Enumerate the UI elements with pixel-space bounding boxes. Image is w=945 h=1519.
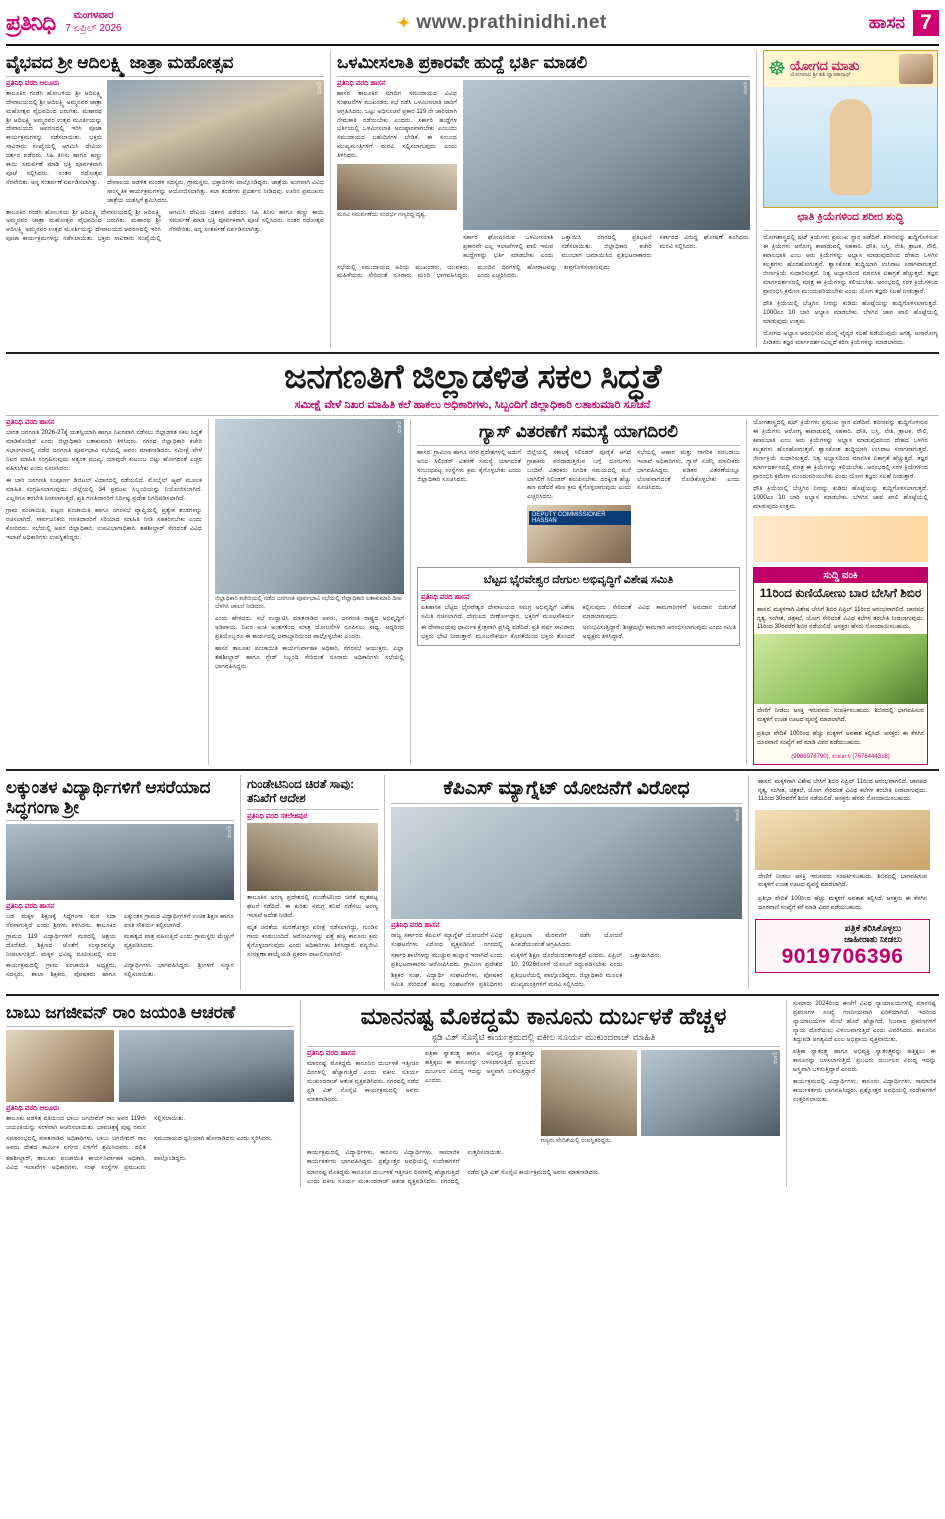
sudi-phone[interactable]: (9986978790), ಸಂಪರ್ಕಿಸಿ (7676444318): [791, 753, 890, 760]
story-body: ತಾಲೂಕಿನ ಗಂಡಸಿ ಹೋಬಳಿಯ ಶ್ರೀ ಆದಿಲಕ್ಷ್ಮಿ ದೇವಾಲಯದಲ್ಲಿ ಶ್ರೀ ಆದಿಲಕ್ಷ್ಮಿ ಅಮ್ಮನವರ ಜಾತ್ರಾ ಮಹೋತ್ಸವ ವೈಭವದಿಂದ ಜರುಗಿತು. ಮಹಾರಥ ಶ್ರೀ ಆದಿಲಕ್ಷ್ಮಿ ಅಮ್ಮನವರ ಉತ್ಸವ ಮೂರ್ತಿಯನ್ನು ದೇವಾಲಯದ ಆವರಣದಲ್ಲಿ ಇರಿಸಿ ಪೂಜಾ ಕಾರ್ಯಕ್ರಮಗಳನ್ನು ನಡೆಸಲಾಯಿತು. ಭಕ್ತರು ಸಾವಿರಾರು ಸಂಖ್ಯೆಯಲ್ಲಿ ಆಗಮಿಸಿ ದೇವಿಯ ದರ್ಶನ ಪಡೆದರು. ಸಿಹಿ ತಿನಿಸು ಹಾಗೂ ಹಣ್ಣು ಕಾಯಿ ಸಮರ್ಪಣೆ ಮಾಡಿ ಭಕ್ತಿ ಪೂರ್ವಕವಾಗಿ ಪೂಜೆ ಸಲ್ಲಿಸಿದರು. ನಂತರ ರಥೋತ್ಸವ ನೆರವೇರಿತು. ಅನ್ನ ಸಂತರ್ಪಣೆ ಏರ್ಪಡಿಸಲಾಗಿತ್ತು.: [6, 89, 102, 187]
sudi-vanki-box: [753, 567, 928, 766]
sudi-header: ಸುದ್ದಿ ವಂಕಿ: [754, 568, 927, 583]
gas-headline: ಗ್ಯಾಸ್ ವಿತರಣೆಗೆ ಸಮಸ್ಯೆ ಯಾಗದಿರಲಿ: [479, 422, 678, 441]
story-body-2: ಗ್ರಾಮದ 119 ವಿದ್ಯಾರ್ಥಿಗಳಿಗೆ ಮಠದಲ್ಲಿ ಆಶ್ರಯ ದೊರೆತಿದೆ. ಶಿಕ್ಷಣದ ಜೊತೆಗೆ ಸಂಸ್ಕಾರವನ್ನೂ ನೀಡಲಾಗುತ್ತಿದೆ. ಮಕ್ಕಳ ಭವಿಷ್ಯ ರೂಪಿಸುವಲ್ಲಿ ಮಠ ಮಹತ್ವದ ಪಾತ್ರ ವಹಿಸುತ್ತಿದೆ ಎಂದು ಗ್ರಾಮಸ್ಥರು ಮೆಚ್ಚುಗೆ ವ್ಯಕ್ತಪಡಿಸಿದರು.: [6, 933, 234, 959]
story-body-2: ಪತ್ರಿಕಾ ಸ್ವಾತಂತ್ರ್ಯ ಹಾಗೂ ಅಭಿವ್ಯಕ್ತಿ ಸ್ವಾತಂತ್ರ್ಯವನ್ನು ಹತ್ತಿಕ್ಕಲು ಈ ಕಾನೂನನ್ನು ಬಳಸಲಾಗುತ್ತಿದೆ. ಪ್ರಬಲರು ದುರ್ಬಲರ ವಿರುದ್ಧ ಇದನ್ನು ಅಸ್ತ್ರವಾಗಿ ಬಳಸುತ್ತಿದ್ದಾರೆ ಎಂದರು.: [425, 1049, 535, 1084]
byline: ಪ್ರತಿನಿಧಿ ವರದಿ ಹಾಸನ: [421, 594, 470, 602]
sign-board-label: DEPUTY COMMISSIONER HASSAN: [529, 511, 631, 525]
yoga-body: ಯೋಗಶಾಸ್ತ್ರದಲ್ಲಿ ಷಟ್ ಕ್ರಿಯೆಗಳು ಪ್ರಮುಖ ಸ್ಥಾನ ಪಡೆದಿವೆ. ಶರೀರವನ್ನು ಶುದ್ಧಿಗೊಳಿಸುವ ಈ ಕ್ರಿಯೆಗಳು ಆರೋಗ್ಯ ಕಾಪಾಡುವಲ್ಲಿ ಸಹಕಾರಿ. ಧೌತಿ, ಬಸ್ತಿ, ನೇತಿ, ತ್ರಾಟಕ, ನೌಲಿ, ಕಪಾಲಭಾತಿ ಎಂಬ ಆರು ಕ್ರಿಯೆಗಳನ್ನು ಅಭ್ಯಾಸ ಮಾಡುವುದರಿಂದ ದೇಹದ ಒಳಗಿನ ಕಲ್ಮಶಗಳು ಹೊರಹೋಗುತ್ತವೆ. ಶ್ವಾಸಕೋಶ ಶುದ್ಧಿಯಾಗಿ ಉಸಿರಾಟ ಸರಾಗವಾಗುತ್ತದೆ. ಜೀರ್ಣಕ್ರಿಯೆ ಸುಧಾರಿಸುತ್ತದೆ. ನಿತ್ಯ ಅಭ್ಯಾಸದಿಂದ ಮಾನಸಿಕ ಏಕಾಗ್ರತೆ ಹೆಚ್ಚುತ್ತದೆ. ತಜ್ಞರ ಮಾರ್ಗದರ್ಶನದಲ್ಲಿ ಮಾತ್ರ ಈ ಕ್ರಿಯೆಗಳನ್ನು ಕಲಿಯಬೇಕು. ಆರಂಭದಲ್ಲಿ ಸರಳ ಕ್ರಿಯೆಗಳಿಂದ ಪ್ರಾರಂಭಿಸಿ ಕ್ರಮೇಣ ಮುಂದುವರಿಯಬೇಕು ಎಂದು ಯೋಗ ತಜ್ಞರು ಸಲಹೆ ನೀಡುತ್ತಾರೆ.: [763, 234, 938, 296]
yoga-box: [763, 50, 938, 208]
story-headline: ಕೆಪಿಎಸ್ ಮ್ಯಾಗ್ನೆಟ್ ಯೋಜನೆಗೆ ವಿರೋಧ: [443, 778, 690, 800]
story-body-4: ಮಾನನಷ್ಟ ಮೊಕದ್ದಮೆ ಕಾನೂನಿನ ದುರ್ಬಳಕೆ ಇತ್ತೀಚಿನ ದಿನಗಳಲ್ಲಿ ಹೆಚ್ಚಾಗುತ್ತಿದೆ ಎಂದು ವಕೀಲ ಸೂರ್ಯ ಮುಕುಂದರಾಜ್ ಆತಂಕ ವ್ಯಕ್ತಪಡಿಸಿದರು. ನಗರದಲ್ಲಿ ನಡೆದ ಸ್ಟಡಿ ವಿತ್ ಸೊಸೈಟಿ ಕಾರ್ಯಕ್ರಮದಲ್ಲಿ ಅವರು ಮಾತನಾಡಿದರು.: [307, 1168, 600, 1185]
mid-section: [6, 419, 939, 765]
story-body-3: ಶಿಕ್ಷಕರ ಸಂಘ, ವಿದ್ಯಾರ್ಥಿ ಸಂಘಟನೆಗಳು, ಪೋಷಕರ ಸಮಿತಿ ಸೇರಿದಂತೆ ಹಲವು ಸಂಘಟನೆಗಳ ಪ್ರತಿನಿಧಿಗಳು ಪ್ರತಿಭಟನೆಯಲ್ಲಿ ಪಾಲ್ಗೊಂಡಿದ್ದರು. ಜಿಲ್ಲಾಧಿಕಾರಿ ಮೂಲಕ ಮುಖ್ಯಮಂತ್ರಿಗಳಿಗೆ ಮನವಿ ಸಲ್ಲಿಸಿದರು.: [391, 972, 623, 989]
sudi-body: ಹಾಸನ: ಮಕ್ಕಳಿಗಾಗಿ ವಿಶೇಷ ಬೇಸಿಗೆ ಶಿಬಿರ ಏಪ್ರಿಲ್ 11ರಿಂದ ಆರಂಭವಾಗಲಿದೆ. ಜಾನಪದ ನೃತ್ಯ, ಸಂಗೀತ, ಚಿತ್ರಕಲೆ, ಯೋಗ ಸೇರಿದಂತೆ ವಿವಿಧ ಕಲೆಗಳ ತರಬೇತಿ ನೀಡಲಾಗುವುದು. 11ರಿಂದ 30ರವರೆಗೆ ಶಿಬಿರ ನಡೆಯಲಿದೆ. ಆಸಕ್ತರು ಹೆಸರು ನೋಂದಾಯಿಸಬಹುದು.: [757, 607, 924, 631]
bottom-section: [6, 1000, 939, 1186]
byline: ಪ್ರತಿನಿಧಿ ವರದಿ ಹಾಸನ: [6, 903, 55, 911]
photo-credit: ಪ್ರತಿನಿಧಿ: [734, 809, 740, 822]
star-icon: ✦: [397, 14, 411, 32]
census-body-3: ಗ್ರಾಮ ಪಂಚಾಯಿತಿ, ಪಟ್ಟಣ ಪಂಚಾಯಿತಿ ಹಾಗೂ ನಗರಸಭೆ ವ್ಯಾಪ್ತಿಯಲ್ಲಿ ಪ್ರತ್ಯೇಕ ತಂಡಗಳನ್ನು ರಚಿಸಲಾಗಿದೆ. ಸಾರ್ವಜನಿಕರು ಗಣತಿದಾರರಿಗೆ ಸರಿಯಾದ ಮಾಹಿತಿ ನೀಡಿ ಸಹಕರಿಸಬೇಕು ಎಂದು ಕೋರಿದರು. ಸಭೆಯಲ್ಲಿ ಅಪರ ಜಿಲ್ಲಾಧಿಕಾರಿ, ಉಪವಿಭಾಗಾಧಿಕಾರಿ, ತಹಶೀಲ್ದಾರ್ ಸೇರಿದಂತೆ ವಿವಿಧ ಇಲಾಖೆ ಅಧಿಕಾರಿಗಳು ಉಪಸ್ಥಿತರಿದ್ದರು.: [6, 506, 202, 541]
photo-credit: ಪ್ರತಿನಿಧಿ: [742, 81, 748, 94]
edition-city: ಹಾಸನ: [868, 12, 905, 32]
yoga-pose-figure: [830, 99, 872, 195]
yoga-cont-body: ಯೋಗಶಾಸ್ತ್ರದಲ್ಲಿ ಷಟ್ ಕ್ರಿಯೆಗಳು ಪ್ರಮುಖ ಸ್ಥಾನ ಪಡೆದಿವೆ. ಶರೀರವನ್ನು ಶುದ್ಧಿಗೊಳಿಸುವ ಈ ಕ್ರಿಯೆಗಳು ಆರೋಗ್ಯ ಕಾಪಾಡುವಲ್ಲಿ ಸಹಕಾರಿ. ಧೌತಿ, ಬಸ್ತಿ, ನೇತಿ, ತ್ರಾಟಕ, ನೌಲಿ, ಕಪಾಲಭಾತಿ ಎಂಬ ಆರು ಕ್ರಿಯೆಗಳನ್ನು ಅಭ್ಯಾಸ ಮಾಡುವುದರಿಂದ ದೇಹದ ಒಳಗಿನ ಕಲ್ಮಶಗಳು ಹೊರಹೋಗುತ್ತವೆ. ಶ್ವಾಸಕೋಶ ಶುದ್ಧಿಯಾಗಿ ಉಸಿರಾಟ ಸರಾಗವಾಗುತ್ತದೆ. ಜೀರ್ಣಕ್ರಿಯೆ ಸುಧಾರಿಸುತ್ತದೆ. ನಿತ್ಯ ಅಭ್ಯಾಸದಿಂದ ಮಾನಸಿಕ ಏಕಾಗ್ರತೆ ಹೆಚ್ಚುತ್ತದೆ. ತಜ್ಞರ ಮಾರ್ಗದರ್ಶನದಲ್ಲಿ ಮಾತ್ರ ಈ ಕ್ರಿಯೆಗಳನ್ನು ಕಲಿಯಬೇಕು. ಆರಂಭದಲ್ಲಿ ಸರಳ ಕ್ರಿಯೆಗಳಿಂದ ಪ್ರಾರಂಭಿಸಿ ಕ್ರಮೇಣ ಮುಂದುವರಿಯಬೇಕು ಎಂದು ಯೋಗ ತಜ್ಞರು ಸಲಹೆ ನೀಡುತ್ತಾರೆ.: [753, 419, 928, 480]
byline: ಪ್ರತಿನಿಧಿ ವರದಿ ಸಕಲೇಶಪುರ: [247, 812, 308, 820]
census-body: ಭಾರತ ಜನಗಣತಿ 2026-27ಕ್ಕೆ ಯಶಸ್ವಿಯಾಗಿ ಹಾಗೂ ನಿಖರವಾಗಿ ನಡೆಸಲು ಜಿಲ್ಲಾಡಳಿತ ಸಕಲ ಸಿದ್ಧತೆ ಮಾಡಿಕೊಂಡಿದೆ ಎಂದು ಜಿಲ್ಲಾಧಿಕಾರಿ ಲತಾಕುಮಾರಿ ತಿಳಿಸಿದರು. ನಗರದ ಜಿಲ್ಲಾಧಿಕಾರಿ ಕಚೇರಿ ಸಭಾಂಗಣದಲ್ಲಿ ನಡೆದ ಜನಗಣತಿ ಪೂರ್ವಭಾವಿ ಸಭೆಯಲ್ಲಿ ಅವರು ಮಾತನಾಡಿದರು. ಸಮೀಕ್ಷೆ ವೇಳೆ ನಿಖರ ಮಾಹಿತಿ ಸಂಗ್ರಹಿಸುವುದು ಅತ್ಯಂತ ಮುಖ್ಯ. ಯಾವುದೇ ಕುಟುಂಬ ಬಿಟ್ಟು ಹೋಗದಂತೆ ಎಚ್ಚರ ವಹಿಸಬೇಕು ಎಂದು ಸೂಚಿಸಿದರು.: [6, 429, 202, 472]
story-photo: [107, 80, 324, 176]
story-body: ಮಾನನಷ್ಟ ಮೊಕದ್ದಮೆ ಕಾನೂನಿನ ದುರ್ಬಳಕೆ ಇತ್ತೀಚಿನ ದಿನಗಳಲ್ಲಿ ಹೆಚ್ಚಾಗುತ್ತಿದೆ ಎಂದು ವಕೀಲ ಸೂರ್ಯ ಮುಕುಂದರಾಜ್ ಆತಂಕ ವ್ಯಕ್ತಪಡಿಸಿದರು. ನಗರದಲ್ಲಿ ನಡೆದ ಸ್ಟಡಿ ವಿತ್ ಸೊಸೈಟಿ ಕಾರ್ಯಕ್ರಮದಲ್ಲಿ ಅವರು ಮಾತನಾಡಿದರು.: [307, 1059, 419, 1103]
story-body-2: ಸಮಾರಂಭದಲ್ಲಿ ಮಾತನಾಡಿದ ಅಧಿಕಾರಿಗಳು, ಬಾಬು ಜಗಜೀವನ್ ರಾಂ ಅವರು ದೇಶದ ಕಾರ್ಮಿಕ ವರ್ಗದ ಏಳಿಗೆಗೆ ಶ್ರಮಿಸಿದವರು. ದಲಿತ ಸಮುದಾಯದ ಧ್ವನಿಯಾಗಿ ಹೋರಾಡಿದರು ಎಂದು ಸ್ಮರಿಸಿದರು.: [6, 1134, 273, 1151]
sudi-title: 11ರಿಂದ ಕುಣಿಯೋಣು ಬಾರ ಬೇಸಿಗೆ ಶಿಬಿರ: [759, 585, 922, 600]
story-body-2: ದೇವಾಲಯ ಆಡಳಿತ ಮಂಡಳಿ ಸದಸ್ಯರು, ಗ್ರಾಮಸ್ಥರು, ಭಕ್ತಾದಿಗಳು ಪಾಲ್ಗೊಂಡಿದ್ದರು. ಜಾತ್ರೆಯ ಅಂಗವಾಗಿ ವಿವಿಧ ಸಾಂಸ್ಕೃತಿಕ ಕಾರ್ಯಕ್ರಮಗಳನ್ನು ಆಯೋಜಿಸಲಾಗಿತ್ತು. ಕಲಾ ತಂಡಗಳು ಪ್ರದರ್ಶನ ನೀಡಿದವು. ಊರಿನ ಪ್ರಮುಖರು ಜಾತ್ರೆಯ ಯಶಸ್ಸಿಗೆ ಶ್ರಮಿಸಿದರು.: [107, 178, 324, 204]
story-photo-portrait: [6, 1030, 114, 1102]
leopard-story: [240, 775, 378, 990]
lead-banner: [6, 358, 939, 412]
lotus-icon: ☸: [768, 58, 786, 80]
story-headline: ಗುಂಡೇಟಿನಿಂದ ಚಿರತೆ ಸಾವು: ತನಿಖೆಗೆ ಆದೇಶ: [247, 777, 355, 806]
byline: ಪ್ರತಿನಿಧಿ ವರದಿ ಆಲೂರು: [6, 1104, 60, 1112]
story-body: ಹಾಸನ ತಾಲೂಕಿನ ಮಾದಿಗ ಸಮುದಾಯದ ವಿವಿಧ ಸಂಘಟನೆಗಳ ಮುಖಂಡರು ಸಭೆ ನಡೆಸಿ ಒಳಮೀಸಲಾತಿ ಜಾರಿಗೆ ಆಗ್ರಹಿಸಿದರು. ಒಟ್ಟು ಅಧಿಸೂಚನೆ ಪ್ರಕಾರ 119 ನೇ ಜಾರಿಯಾಗಿ ನೇಮಕಾತಿ ನಡೆಯಬೇಕು ಎಂದರು. ಸರ್ಕಾರಿ ಹುದ್ದೆಗಳ ಭರ್ತಿಯಲ್ಲಿ ಒಳಮೀಸಲಾತಿ ಅನುಷ್ಠಾನವಾಗಬೇಕು ಎಂಬುದು ಸಮುದಾಯದ ಬಹುದಿನಗಳ ಬೇಡಿಕೆ. ಈ ಸಂಬಂಧ ಮುಖ್ಯಮಂತ್ರಿಗಳಿಗೆ ಮನವಿ ಸಲ್ಲಿಸಲಾಗುವುದು ಎಂದು ತಿಳಿಸಿದರು.: [337, 89, 457, 160]
story-body: ರಾಜ್ಯ ಸರ್ಕಾರದ ಕೆಪಿಎಸ್ ಮ್ಯಾಗ್ನೆಟ್ ಯೋಜನೆಗೆ ವಿವಿಧ ಸಂಘಟನೆಗಳು ವಿರೋಧ ವ್ಯಕ್ತಪಡಿಸಿವೆ. ನಗರದಲ್ಲಿ ಪ್ರತಿಭಟನಾ ಮೆರವಣಿಗೆ ನಡೆಸಿ ಯೋಜನೆ ಹಿಂಪಡೆಯುವಂತೆ ಆಗ್ರಹಿಸಿದರು.: [391, 932, 623, 949]
yoga-caption: ಛಾತಿ ಕ್ರಿಯೆಗಳಿಂದ ಶರೀರ ಶುದ್ಧಿ: [797, 211, 904, 223]
photo-credit: ಪ್ರತಿನಿಧಿ: [226, 826, 232, 839]
story-reservation: [330, 50, 750, 348]
byline: ಪ್ರತಿನಿಧಿ ವರದಿ ಹಾಸನ: [6, 419, 55, 426]
byline: ಪ್ರತಿನಿಧಿ ವರದಿ ಹಾಸನ: [307, 1049, 356, 1057]
defamation-sidebar: [786, 1000, 936, 1186]
event-photo: [641, 1050, 780, 1136]
subscription-ad[interactable]: [755, 919, 930, 973]
byline: ಪ್ರತಿನಿಧಿ ವರದಿ ಹಾಸನ: [391, 922, 440, 930]
sudi-cont-body: ಹಾಸನ: ಮಕ್ಕಳಿಗಾಗಿ ವಿಶೇಷ ಬೇಸಿಗೆ ಶಿಬಿರ ಏಪ್ರಿಲ್ 11ರಿಂದ ಆರಂಭವಾಗಲಿದೆ. ಜಾನಪದ ನೃತ್ಯ, ಸಂಗೀತ, ಚಿತ್ರಕಲೆ, ಯೋಗ ಸೇರಿದಂತೆ ವಿವಿಧ ಕಲೆಗಳ ತರಬೇತಿ ನೀಡಲಾಗುವುದು. 11ರಿಂದ 30ರವರೆಗೆ ಶಿಬಿರ ನಡೆಯಲಿದೆ. ಆಸಕ್ತರು ಹೆಸರು ನೋಂದಾಯಿಸಬಹುದು.: [758, 779, 927, 803]
publication-logo: ಪ್ರತಿನಿಧಿ: [6, 9, 56, 35]
byline: ಪ್ರತಿನಿಧಿ ವರದಿ ಆಲೂರು: [6, 79, 60, 87]
story-body-2: ಸರ್ಕಾರ ಘೋಷಿಸಿರುವ ಒಳಮೀಸಲಾತಿ ಪ್ರಕಾರವೇ ಎಲ್ಲ ಇಲಾಖೆಗಳಲ್ಲಿ ಖಾಲಿ ಇರುವ ಹುದ್ದೆಗಳನ್ನು ಭರ್ತಿ ಮಾಡಬೇಕು ಎಂದು ಒತ್ತಾಯಿಸಿ ನಗರದಲ್ಲಿ ಪ್ರತಿಭಟನೆ ನಡೆಸಲಾಯಿತು. ಜಿಲ್ಲಾಧಿಕಾರಿ ಕಚೇರಿ ಮುಂಭಾಗ ಜಮಾಯಿಸಿದ ಪ್ರತಿಭಟನಾಕಾರರು ಸರ್ಕಾರದ ವಿರುದ್ಧ ಘೋಷಣೆ ಕೂಗಿದರು. ಮನವಿ ಸಲ್ಲಿಸಿದರು.: [463, 233, 750, 259]
top-section: [6, 50, 939, 348]
weekday-label: ಮಂಗಳವಾರ: [73, 10, 114, 21]
page-number: 7: [913, 10, 939, 36]
decorative-strip: [753, 516, 928, 562]
sudi-photo: [754, 634, 927, 704]
census-col-body-2: ಹಾಸನ ತಾಲೂಕು ಪಂಚಾಯಿತಿ ಕಾರ್ಯನಿರ್ವಾಹಕ ಅಧಿಕಾರಿ, ನಗರಸಭೆ ಆಯುಕ್ತರು, ಎಲ್ಲಾ ತಹಶೀಲ್ದಾರ್ ಹಾಗೂ ಗ್ರೇಡ್ ಸಿಬ್ಬಂದಿ ಸೇರಿದಂತೆ ನೂರಾರು ಅಧಿಕಾರಿಗಳು ಸಭೆಯಲ್ಲಿ ಭಾಗವಹಿಸಿದ್ದರು.: [215, 644, 404, 670]
ad-phone[interactable]: 9019706396: [781, 945, 904, 969]
ad-line-2: ಜಾಹೀರಾತು ನೀಡಲು: [843, 934, 903, 945]
gas-lead: ಹಾಸನ: ಗ್ರಾಮೀಣ ಹಾಗೂ ನಗರ ಪ್ರದೇಶಗಳಲ್ಲಿ ಅಡುಗೆ ಅನಿಲ ಸಿಲಿಂಡರ್ ವಿತರಣೆ ಸಮಸ್ಯೆ ಯಾಗದಂತೆ ಸಂಬಂಧಪಟ್ಟ ಸಂಸ್ಥೆಗಳು ಕ್ರಮ ಕೈಗೊಳ್ಳಬೇಕು ಎಂದು ಜಿಲ್ಲಾಧಿಕಾರಿ ಸೂಚಿಸಿದರು.: [417, 448, 521, 483]
story-body: ತಾಲೂಕಿನ ಅರಣ್ಯ ಪ್ರದೇಶದಲ್ಲಿ ಗುಂಡೇಟಿನಿಂದ ಚಿರತೆ ಮೃತಪಟ್ಟ ಘಟನೆ ನಡೆದಿದೆ. ಈ ಕುರಿತು ಸಮಗ್ರ ತನಿಖೆ ನಡೆಸಲು ಅರಣ್ಯ ಇಲಾಖೆ ಆದೇಶ ನೀಡಿದೆ.: [247, 893, 378, 919]
temple-body-2: ಈ ದೇವಾಲಯವು ಧಾರ್ಮಿಕ ಕ್ಷೇತ್ರವಾಗಿ ಪ್ರಸಿದ್ಧಿ ಪಡೆದಿದೆ. ಪ್ರತಿ ವರ್ಷ ಸಾವಿರಾರು ಭಕ್ತರು ಭೇಟಿ ನೀಡುತ್ತಾರೆ. ಮೂಲಸೌಕರ್ಯ ಕೊರತೆಯಿಂದ ಭಕ್ತರು ತೊಂದರೆ ಅನುಭವಿಸುತ್ತಿದ್ದಾರೆ. ಶೀಘ್ರದಲ್ಲೇ ಕಾಮಗಾರಿ ಆರಂಭಿಸಲಾಗುವುದು ಎಂದು ಸಮಿತಿ ಅಧ್ಯಕ್ಷರು ತಿಳಿಸಿದ್ದಾರೆ.: [421, 624, 736, 641]
yoga-body-2: ಧೌತಿ ಕ್ರಿಯೆಯಲ್ಲಿ ಬೆಚ್ಚಗಿನ ನೀರನ್ನು ಕುಡಿದು ಹೊಟ್ಟೆಯನ್ನು ಶುದ್ಧಿಗೊಳಿಸಲಾಗುತ್ತದೆ. 1000ಎಂ 10 ಬಾರಿ ಅಭ್ಯಾಸ ಮಾಡಬೇಕು. ಬೆಳಗಿನ ಜಾವ ಖಾಲಿ ಹೊಟ್ಟೆಯಲ್ಲಿ ಮಾಡುವುದು ಉತ್ತಮ.: [763, 300, 938, 326]
columnist-avatar: [899, 54, 933, 84]
temple-box: [417, 567, 740, 646]
story-body-3: ಸಭೆಯಲ್ಲಿ ಸಮುದಾಯದ ಹಿರಿಯ ಮುಖಂಡರು, ಯುವಕರು, ಮಹಿಳೆಯರು ಸೇರಿದಂತೆ ನೂರಾರು ಮಂದಿ ಭಾಗವಹಿಸಿದ್ದರು. ಮುಂದಿನ ದಿನಗಳಲ್ಲಿ ಹೋರಾಟವನ್ನು ತೀವ್ರಗೊಳಿಸಲಾಗುವುದು ಎಂದು ಎಚ್ಚರಿಸಿದರು.: [337, 263, 610, 280]
yoga-header: [764, 51, 937, 87]
sudi-continued: [748, 775, 930, 990]
story-body-3: ತಾಲೂಕಿನ ಗಂಡಸಿ ಹೋಬಳಿಯ ಶ್ರೀ ಆದಿಲಕ್ಷ್ಮಿ ದೇವಾಲಯದಲ್ಲಿ ಶ್ರೀ ಆದಿಲಕ್ಷ್ಮಿ ಅಮ್ಮನವರ ಜಾತ್ರಾ ಮಹೋತ್ಸವ ವೈಭವದಿಂದ ಜರುಗಿತು. ಮಹಾರಥ ಶ್ರೀ ಆದಿಲಕ್ಷ್ಮಿ ಅಮ್ಮನವರ ಉತ್ಸವ ಮೂರ್ತಿಯನ್ನು ದೇವಾಲಯದ ಆವರಣದಲ್ಲಿ ಇರಿಸಿ ಪೂಜಾ ಕಾರ್ಯಕ್ರಮಗಳನ್ನು ನಡೆಸಲಾಯಿತು. ಭಕ್ತರು ಸಾವಿರಾರು ಸಂಖ್ಯೆಯಲ್ಲಿ ಆಗಮಿಸಿ ದೇವಿಯ ದರ್ಶನ ಪಡೆದರು. ಸಿಹಿ ತಿನಿಸು ಹಾಗೂ ಹಣ್ಣು ಕಾಯಿ ಸಮರ್ಪಣೆ ಮಾಡಿ ಭಕ್ತಿ ಪೂರ್ವಕವಾಗಿ ಪೂಜೆ ಸಲ್ಲಿಸಿದರು. ನಂತರ ರಥೋತ್ಸವ ನೆರವೇರಿತು. ಅನ್ನ ಸಂತರ್ಪಣೆ ಏರ್ಪಡಿಸಲಾಗಿತ್ತು.: [6, 208, 324, 243]
story-body-3: ತಹಶೀಲ್ದಾರ್, ತಾಲೂಕು ಪಂಚಾಯಿತಿ ಕಾರ್ಯನಿರ್ವಾಹಕ ಅಧಿಕಾರಿ, ವಿವಿಧ ಇಲಾಖೆಗಳ ಅಧಿಕಾರಿಗಳು, ಸಂಘ ಸಂಸ್ಥೆಗಳ ಪ್ರಮುಖರು ಪಾಲ್ಗೊಂಡಿದ್ದರು.: [6, 1154, 187, 1171]
date-label: 7 ಏಪ್ರಿಲ್ 2026: [65, 22, 122, 34]
yoga-subtitle: ಯೋಗಪಟು ಶ್ರೀ ಶಶಿ ದ್ವಾರಕಾನಾಥ್: [789, 72, 851, 78]
sudi-body-2: ದೇಣಿಗೆ ನೀಡಲು ಆಸಕ್ತಿ ಇರುವವರು ಸಂಪರ್ಕಿಸಬಹುದು. ಶಿಬಿರದಲ್ಲಿ ಭಾಗವಹಿಸುವ ಮಕ್ಕಳಿಗೆ ಉಚಿತ ಊಟದ ವ್ಯವಸ್ಥೆ ಮಾಡಲಾಗಿದೆ.: [757, 708, 924, 723]
census-body-2: ಈ ಬಾರಿ ಜನಗಣತಿ ಸಂಪೂರ್ಣ ಡಿಜಿಟಲ್ ವಿಧಾನದಲ್ಲಿ ನಡೆಯಲಿದೆ. ಮೊಬೈಲ್ ಆ್ಯಪ್ ಮೂಲಕ ಮಾಹಿತಿ ಸಂಗ್ರಹಿಸಲಾಗುವುದು. ಜಿಲ್ಲೆಯಲ್ಲಿ 34 ಪ್ರಮುಖ ಸಿಬ್ಬಂದಿಯನ್ನು ನಿಯೋಜಿಸಲಾಗಿದೆ. ಎಲ್ಲರಿಗೂ ತರಬೇತಿ ನೀಡಲಾಗುತ್ತಿದೆ. ಪ್ರತಿ ಗಣತಿದಾರರಿಗೆ ನಿರ್ದಿಷ್ಟ ಪ್ರದೇಶ ನಿಗದಿಪಡಿಸಲಾಗಿದೆ.: [6, 476, 202, 502]
yoga-continued: [746, 419, 928, 765]
defamation-story: [300, 1000, 780, 1186]
census-col-body: ಎಂದು ಹೇಳಿದರು. ಸಭೆ ಉದ್ಘಾಟಿಸಿ ಮಾತನಾಡಿದ ಅವರು, ಜನಗಣತಿ ರಾಷ್ಟ್ರದ ಅಭಿವೃದ್ಧಿಗೆ ಅಡಿಪಾಯ. ನಿಖರ ಅಂಕಿ ಅಂಶಗಳಿಂದ ಮಾತ್ರ ಯೋಜನೆಗಳ ರೂಪಿಸಲು ಸಾಧ್ಯ. ಆದ್ದರಿಂದ ಪ್ರತಿಯೊಬ್ಬರೂ ಈ ಕಾರ್ಯದಲ್ಲಿ ಜವಾಬ್ದಾರಿಯಿಂದ ಪಾಲ್ಗೊಳ್ಳಬೇಕು ಎಂದರು.: [215, 614, 404, 640]
yoga-title: ಯೋಗದ ಮಾತು: [789, 58, 860, 73]
sudi-cont-photo: [755, 810, 930, 870]
story-body-2: ಮೃತ ಚಿರತೆಯ ಮರಣೋತ್ತರ ಪರೀಕ್ಷೆ ನಡೆಸಲಾಗಿದ್ದು, ಗುಂಡಿನ ಗಾಯ ಕಂಡುಬಂದಿದೆ. ಆರೋಪಿಗಳನ್ನು ಪತ್ತೆ ಹಚ್ಚಿ ಕಾನೂನು ಕ್ರಮ ಕೈಗೊಳ್ಳಲಾಗುವುದು ಎಂದು ಅಧಿಕಾರಿಗಳು ತಿಳಿಸಿದ್ದಾರೆ. ವನ್ಯಜೀವಿ ಸಂರಕ್ಷಣಾ ಕಾಯ್ದೆಯಡಿ ಪ್ರಕರಣ ದಾಖಲಿಸಲಾಗಿದೆ.: [247, 923, 378, 958]
story-headline: ಒಳಮೀಸಲಾತಿ ಪ್ರಕಾರವೇ ಹುದ್ದೆ ಭರ್ತಿ ಮಾಡಲಿ: [337, 53, 588, 72]
website-text: www.prathinidhi.net: [416, 11, 607, 33]
yoga-column: [756, 50, 938, 348]
sudi-cont-body-3: ಪ್ರತಿಭಾ ವೇದಿಕೆ 100ರಿಂದ ಹೆಚ್ಚು ಮಕ್ಕಳಿಗೆ ಅವಕಾಶ ಕಲ್ಪಿಸಿದೆ. ಆಸಕ್ತರು ಈ ಕೆಳಗಿನ ದೂರವಾಣಿ ಸಂಖ್ಯೆಗೆ ಕರೆ ಮಾಡಿ ವಿವರ ಪಡೆಯಬಹುದು.: [758, 896, 927, 911]
story-headline: ವೈಭವದ ಶ್ರೀ ಆದಿಲಕ್ಷ್ಮಿ ಜಾತ್ರಾ ಮಹೋತ್ಸವ: [6, 53, 234, 72]
gas-body: ಜಿಲ್ಲೆಯಲ್ಲಿ ಸಕಾಲಕ್ಕೆ ಸಿಲಿಂಡರ್ ಪೂರೈಕೆ ಆಗದೆ ಗ್ರಾಹಕರು ಪರದಾಡುತ್ತಿರುವ ಬಗ್ಗೆ ದೂರುಗಳು ಬಂದಿವೆ. ವಿತರಕರು ನಿಗದಿತ ಸಮಯದಲ್ಲಿ ಮನೆ ಬಾಗಿಲಿಗೆ ಸಿಲಿಂಡರ್ ತಲುಪಿಸಬೇಕು. ದರಕ್ಕಿಂತ ಹೆಚ್ಚು ಹಣ ಪಡೆದರೆ ಕಠಿಣ ಕ್ರಮ ಕೈಗೊಳ್ಳಲಾಗುವುದು ಎಂದು ಎಚ್ಚರಿಸಿದರು.: [527, 448, 631, 501]
census-photo-column: [208, 419, 404, 765]
photo-caption: ಗಣ್ಯರು ವೇದಿಕೆಯಲ್ಲಿ ಉಪಸ್ಥಿತರಿದ್ದರು.: [541, 1137, 612, 1144]
sudi-cont-body-2: ದೇಣಿಗೆ ನೀಡಲು ಆಸಕ್ತಿ ಇರುವವರು ಸಂಪರ್ಕಿಸಬಹುದು. ಶಿಬಿರದಲ್ಲಿ ಭಾಗವಹಿಸುವ ಮಕ್ಕಳಿಗೆ ಉಚಿತ ಊಟದ ವ್ಯವಸ್ಥೆ ಮಾಡಲಾಗಿದೆ.: [758, 873, 927, 888]
yoga-cont-body-2: ಧೌತಿ ಕ್ರಿಯೆಯಲ್ಲಿ ಬೆಚ್ಚಗಿನ ನೀರನ್ನು ಕುಡಿದು ಹೊಟ್ಟೆಯನ್ನು ಶುದ್ಧಿಗೊಳಿಸಲಾಗುತ್ತದೆ. 1000ಎಂ 10 ಬಾರಿ ಅಭ್ಯಾಸ ಮಾಡಬೇಕು. ಬೆಳಗಿನ ಜಾವ ಖಾಲಿ ಹೊಟ್ಟೆಯಲ್ಲಿ ಮಾಡುವುದು ಉತ್ತಮ.: [753, 484, 928, 510]
yoga-illustration: [764, 87, 937, 207]
publication-date: [65, 10, 135, 35]
inset-photo: [337, 164, 457, 210]
jayanti-story: [6, 1000, 294, 1186]
sidebar-body: ಸುಮಾರು 2024ರಿಂದ ಈಚೆಗೆ ವಿವಿಧ ನ್ಯಾಯಾಲಯಗಳಲ್ಲಿ ಮಾನನಷ್ಟ ಪ್ರಕರಣಗಳ ಸಂಖ್ಯೆ ಗಣನೀಯವಾಗಿ ಏರಿಕೆಯಾಗಿದೆ. ಇದರಿಂದ ನ್ಯಾಯಾಲಯಗಳ ಮೇಲೆ ಹೊರೆ ಹೆಚ್ಚಾಗಿದೆ. ನಿಜವಾದ ಪ್ರಕರಣಗಳಿಗೆ ನ್ಯಾಯ ದೊರೆಯಲು ವಿಳಂಬವಾಗುತ್ತಿದೆ ಎಂದು ವಿವರಿಸಿದರು. ಕಾನೂನಿನ ತಿದ್ದುಪಡಿ ಅಗತ್ಯವಿದೆ ಎಂಬ ಅಭಿಪ್ರಾಯ ವ್ಯಕ್ತವಾಯಿತು.: [793, 1000, 936, 1044]
story-body: ಬಡ ಮಕ್ಕಳ ಶಿಕ್ಷಣಕ್ಕೆ ಸಿದ್ಧಗಂಗಾ ಮಠ ಸದಾ ನೆರವಾಗುತ್ತಿದೆ ಎಂದು ಶ್ರೀಗಳು ತಿಳಿಸಿದರು. ತಾಲೂಕಿನ ಲಕ್ಕುಂತಳ ಗ್ರಾಮದ ವಿದ್ಯಾರ್ಥಿಗಳಿಗೆ ಉಚಿತ ಶಿಕ್ಷಣ ಹಾಗೂ ವಸತಿ ಸೌಕರ್ಯ ಕಲ್ಪಿಸಲಾಗಿದೆ.: [6, 913, 234, 930]
story-adilakshmi: [6, 50, 324, 348]
gas-story: [410, 419, 740, 765]
banner-subhead: ಸಮೀಕ್ಷೆ ವೇಳೆ ನಿಖರ ಮಾಹಿತಿ ಕಲೆ ಹಾಕಲು ಅಧಿಕಾರಿಗಳು, ಸಿಬ್ಬಂದಿಗೆ ಜಿಲ್ಲಾಧಿಕಾರಿ ಲತಾಕುಮಾರಿ ಸೂಚನೆ: [294, 399, 651, 411]
story-subhead: ಸ್ಟಡಿ ವಿತ್ ಸೊಸೈಟಿ ಕಾರ್ಯಕ್ರಮದಲ್ಲಿ ವಕೀಲ ಸೂರ್ಯ ಮುಕುಂದರಾಜ್ ಮಾಹಿತಿ: [431, 1031, 656, 1042]
story-headline: ಲಕ್ಕುಂತಳ ವಿದ್ಯಾರ್ಥಿಗಳಿಗೆ ಆಸರೆಯಾದ ಸಿದ್ಧಗಂಗಾ ಶ್ರೀ: [6, 778, 211, 817]
gas-body-2: ಸಭೆಯಲ್ಲಿ ಆಹಾರ ಮತ್ತು ನಾಗರಿಕ ಸರಬರಾಜು ಇಲಾಖೆ ಅಧಿಕಾರಿಗಳು, ಗ್ಯಾಸ್ ಏಜೆನ್ಸಿ ಮಾಲೀಕರು ಭಾಗವಹಿಸಿದ್ದರು. ಪಡಿತರ ವಿತರಣೆಯಲ್ಲೂ ಲೋಪವಾಗದಂತೆ ನೋಡಿಕೊಳ್ಳಬೇಕು ಎಂದು ಸೂಚಿಸಿದರು.: [637, 448, 740, 492]
sudi-body-3: ಪ್ರತಿಭಾ ವೇದಿಕೆ 100ರಿಂದ ಹೆಚ್ಚು ಮಕ್ಕಳಿಗೆ ಅವಕಾಶ ಕಲ್ಪಿಸಿದೆ. ಆಸಕ್ತರು ಈ ಕೆಳಗಿನ ದೂರವಾಣಿ ಸಂಖ್ಯೆಗೆ ಕರೆ ಮಾಡಿ ವಿವರ ಪಡೆಯಬಹುದು.: [757, 731, 924, 746]
census-story: [6, 419, 202, 765]
ad-line-1: ಪತ್ರಿಕೆ ತರಿಸಿಕೊಳ್ಳಲು: [844, 923, 902, 934]
siddaganga-story: [6, 775, 234, 990]
sidebar-body-2: ಪತ್ರಿಕಾ ಸ್ವಾತಂತ್ರ್ಯ ಹಾಗೂ ಅಭಿವ್ಯಕ್ತಿ ಸ್ವಾತಂತ್ರ್ಯವನ್ನು ಹತ್ತಿಕ್ಕಲು ಈ ಕಾನೂನನ್ನು ಬಳಸಲಾಗುತ್ತಿದೆ. ಪ್ರಬಲರು ದುರ್ಬಲರ ವಿರುದ್ಧ ಇದನ್ನು ಅಸ್ತ್ರವಾಗಿ ಬಳಸುತ್ತಿದ್ದಾರೆ ಎಂದರು.: [793, 1048, 936, 1073]
story-headline: ಬಾಬು ಜಗಜೀವನ್ ರಾಂ ಜಯಂತಿ ಆಚರಣೆ: [6, 1003, 236, 1023]
website-url[interactable]: [136, 12, 869, 34]
yoga-body-3: ಯೋಗದ ಅಭ್ಯಾಸ ಆರಂಭಿಸುವ ಮುನ್ನ ವೈದ್ಯರ ಸಲಹೆ ಪಡೆಯುವುದು ಅಗತ್ಯ. ಅನಾರೋಗ್ಯ ಪೀಡಿತರು ತಜ್ಞರ ಮಾರ್ಗದರ್ಶನವಿಲ್ಲದೆ ಕಠಿಣ ಕ್ರಿಯೆಗಳನ್ನು ಮಾಡಬಾರದು.: [763, 330, 938, 347]
gas-photo: [527, 505, 631, 563]
story-headline: ಮಾನನಷ್ಟ ಮೊಕದ್ದಮೆ ಕಾನೂನು ದುರ್ಬಳಕೆ ಹೆಚ್ಚಳ: [360, 1003, 727, 1030]
lower-section: [6, 775, 939, 990]
story-body: ತಾಲೂಕು ಆಡಳಿತ ವತಿಯಿಂದ ಬಾಬು ಜಗಜೀವನ್ ರಾಂ ಅವರ 119ನೇ ಜಯಂತಿಯನ್ನು ಸರಳವಾಗಿ ಆಚರಿಸಲಾಯಿತು. ಭಾವಚಿತ್ರಕ್ಕೆ ಪುಷ್ಪ ನಮನ ಸಲ್ಲಿಸಲಾಯಿತು.: [6, 1114, 186, 1131]
speaker-photo: [541, 1050, 637, 1136]
kps-story: [384, 775, 742, 990]
photo-caption: ಜಿಲ್ಲಾಧಿಕಾರಿ ಕಚೇರಿಯಲ್ಲಿ ನಡೆದ ಜನಗಣತಿ ಪೂರ್ವಭಾವಿ ಸಭೆಯಲ್ಲಿ ಜಿಲ್ಲಾಧಿಕಾರಿ ಲತಾಕುಮಾರಿ ದೀಪ ಬೆಳಗಿಸಿ ಚಾಲನೆ ನೀಡಿದರು.: [215, 596, 402, 610]
story-photo-group: [119, 1030, 294, 1102]
story-photo: [6, 824, 234, 900]
photo-credit: ಪ್ರತಿನಿಧಿ: [316, 81, 322, 94]
temple-headline: ಬೆಟ್ಟದ ಭೈರವೇಶ್ವರ ದೇಗುಲ ಅಭಿವೃದ್ಧಿಗೆ ವಿಶೇಷ ಸಮಿತಿ: [483, 574, 674, 587]
masthead-right: [869, 10, 939, 36]
byline: ಪ್ರತಿನಿಧಿ ವರದಿ ಹಾಸನ: [337, 79, 386, 87]
story-photo-group: [463, 80, 750, 230]
temple-body: ಐತಿಹಾಸಿಕ ಬೆಟ್ಟದ ಭೈರವೇಶ್ವರ ದೇವಾಲಯದ ಸಮಗ್ರ ಅಭಿವೃದ್ಧಿಗೆ ವಿಶೇಷ ಸಮಿತಿ ರಚಿಸಲಾಗಿದೆ. ದೇಗುಲದ ಜೀರ್ಣೋದ್ಧಾರ, ಭಕ್ತರಿಗೆ ಮೂಲಸೌಕರ್ಯ ಕಲ್ಪಿಸುವುದು ಸೇರಿದಂತೆ ವಿವಿಧ ಕಾಮಗಾರಿಗಳಿಗೆ ಅನುದಾನ ಬಿಡುಗಡೆ ಮಾಡಲಾಗುವುದು.: [421, 604, 736, 621]
story-body-3: ಕಾರ್ಯಕ್ರಮದಲ್ಲಿ ವಿದ್ಯಾರ್ಥಿಗಳು, ಕಾನೂನು ವಿದ್ಯಾರ್ಥಿಗಳು, ಸಾಮಾಜಿಕ ಕಾರ್ಯಕರ್ತರು ಭಾಗವಹಿಸಿದ್ದರು. ಪ್ರಶ್ನೋತ್ತರ ಅವಧಿಯಲ್ಲಿ ಸಂದೇಹಗಳಿಗೆ ಉತ್ತರಿಸಲಾಯಿತು.: [307, 1148, 504, 1165]
story-body-2: ಸರ್ಕಾರಿ ಶಾಲೆಗಳನ್ನು ಮುಚ್ಚುವ ಹುನ್ನಾರ ಇದಾಗಿದೆ ಎಂದು ಪ್ರತಿಭಟನಾಕಾರರು ಆರೋಪಿಸಿದರು. ಗ್ರಾಮೀಣ ಪ್ರದೇಶದ ಮಕ್ಕಳಿಗೆ ಶಿಕ್ಷಣ ದೊರೆಯದಂತಾಗುತ್ತದೆ ಎಂದರು. ಏಪ್ರಿಲ್ 10, 2026ರೊಳಗೆ ಯೋಜನೆ ರದ್ದುಪಡಿಸಬೇಕು ಎಂದು ಒತ್ತಾಯಿಸಿದರು.: [391, 952, 662, 969]
sidebar-body-3: ಕಾರ್ಯಕ್ರಮದಲ್ಲಿ ವಿದ್ಯಾರ್ಥಿಗಳು, ಕಾನೂನು ವಿದ್ಯಾರ್ಥಿಗಳು, ಸಾಮಾಜಿಕ ಕಾರ್ಯಕರ್ತರು ಭಾಗವಹಿಸಿದ್ದರು. ಪ್ರಶ್ನೋತ್ತರ ಅವಧಿಯಲ್ಲಿ ಸಂದೇಹಗಳಿಗೆ ಉತ್ತರಿಸಲಾಯಿತು.: [793, 1077, 936, 1103]
photo-caption: ಮನವಿ ಸಮರ್ಪಣೆಯ ಸಂದರ್ಭ ಗಣ್ಯರಿದ್ದ ದೃಶ್ಯ.: [337, 212, 427, 219]
masthead: [6, 4, 939, 46]
banner-headline: ಜನಗಣತಿಗೆ ಜಿಲ್ಲಾಡಳಿತ ಸಕಲ ಸಿದ್ಧತೆ: [283, 358, 662, 396]
photo-credit: ಪ್ರತಿನಿಧಿ: [396, 421, 402, 434]
photo-credit: ಪ್ರತಿನಿಧಿ: [772, 1051, 778, 1064]
census-photo: [215, 419, 404, 594]
story-body-3: ಕಾರ್ಯಕ್ರಮದಲ್ಲಿ ಗ್ರಾಮ ಪಂಚಾಯಿತಿ ಅಧ್ಯಕ್ಷರು, ಸದಸ್ಯರು, ಶಾಲಾ ಶಿಕ್ಷಕರು, ಪೋಷಕರು ಹಾಗೂ ವಿದ್ಯಾರ್ಥಿಗಳು ಭಾಗವಹಿಸಿದ್ದರು. ಶ್ರೀಗಳಿಗೆ ಸನ್ಮಾನ ಸಲ್ಲಿಸಲಾಯಿತು.: [6, 962, 234, 979]
story-photo: [247, 823, 378, 891]
story-photo: [391, 807, 742, 919]
